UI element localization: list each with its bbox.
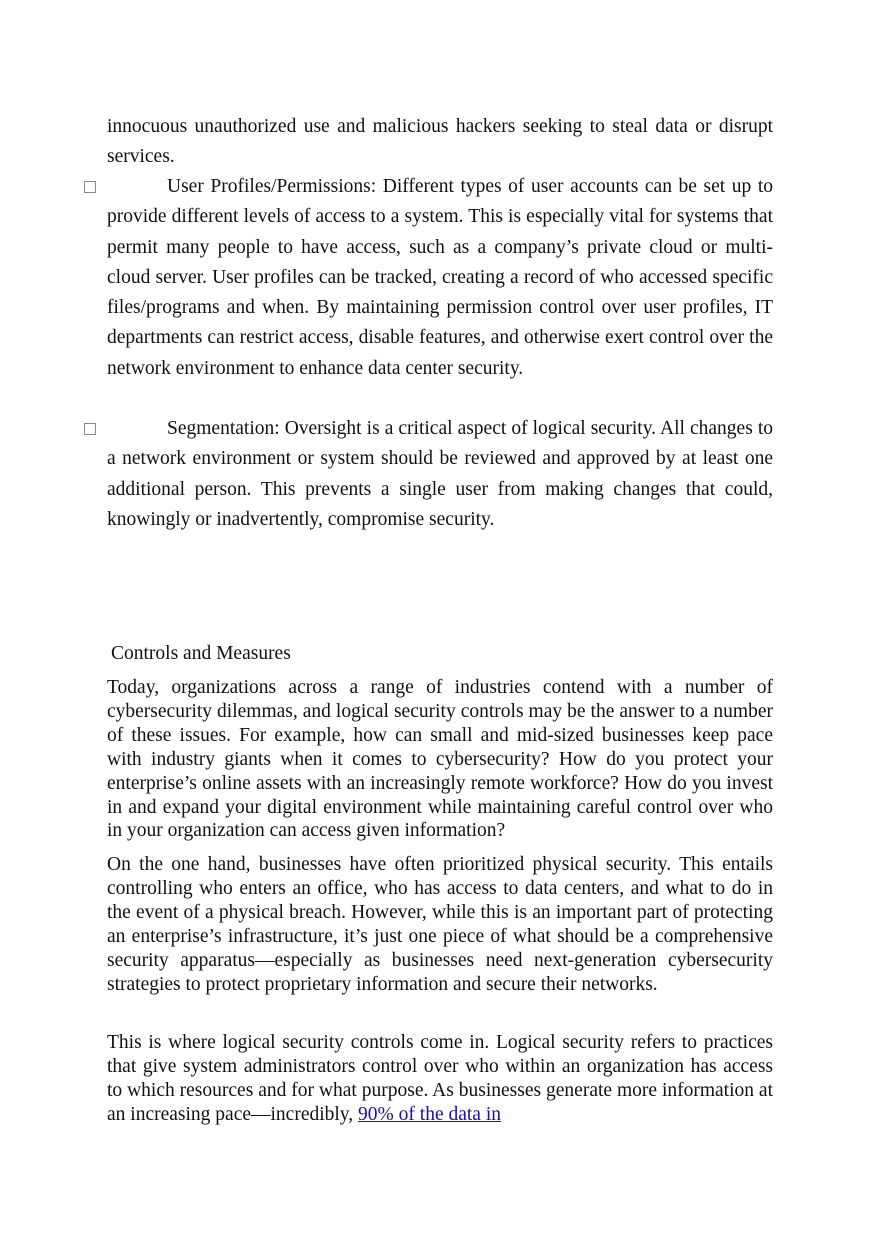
paragraph-with-link bbox=[107, 1031, 773, 1127]
bullet-text: Oversight is a critical aspect of logical security. All changes to a network environment or system should be reviewed and approved by at least one additional person. This prevents a single user from making changes that could, knowingly or inadvertently, compromise security. bbox=[107, 418, 773, 530]
paragraph-text: This is where logical security controls come in. Logical security refers to practices that give system administrators control over who within an organization has access to which resources and for what purpose. As businesses generate more information at an increasing pace—incredibly, bbox=[107, 1032, 773, 1125]
bullet-box-icon bbox=[84, 181, 96, 193]
bullet-item-user-profiles bbox=[107, 172, 773, 384]
bullet-box-icon bbox=[84, 423, 96, 435]
data-statistic-link[interactable]: 90% of the data in bbox=[358, 1103, 502, 1125]
section-heading: Controls and Measures bbox=[111, 643, 291, 664]
continuation-text: innocuous unauthorized use and malicious hackers seeking to steal data or disrupt services. bbox=[107, 116, 773, 168]
paragraph: On the one hand, businesses have often prioritized physical security. This entails controlling who enters an office, who has access to data centers, and what to do in the event of a physical breach. However, while this is an important part of protecting an enterprise’s infrastructure, it’s just one piece of what should be a comprehensive security apparatus—especially as businesses need next-generation cybersecurity strategies to protect proprietary information and secure their networks. bbox=[107, 854, 773, 995]
bullet-term: User Profiles/Permissions: bbox=[167, 176, 377, 197]
paragraph: Today, organizations across a range of industries contend with a number of cybersecurity dilemmas, and logical security controls may be the answer to a number of these issues. For example, how can small and mid-sized businesses keep pace with industry giants when it comes to cybersecurity? How do you protect your enterprise’s online assets with an increasingly remote workforce? How do you invest in and expand your digital environment while maintaining careful control over who in your organization can access given information? bbox=[107, 677, 773, 842]
bullet-item-segmentation bbox=[107, 414, 773, 535]
bullet-text: Different types of user accounts can be set up to provide different levels of access to a system. This is especially vital for systems that permit many people to have access, such as a company’s private cloud or multi-cloud server. User profiles can be tracked, creating a record of who accessed specific files/programs and when. By maintaining permission control over user profiles, IT departments can restrict access, disable features, and otherwise exert control over the network environment to enhance data center security. bbox=[107, 176, 773, 379]
bullet-term: Segmentation: bbox=[167, 418, 280, 439]
